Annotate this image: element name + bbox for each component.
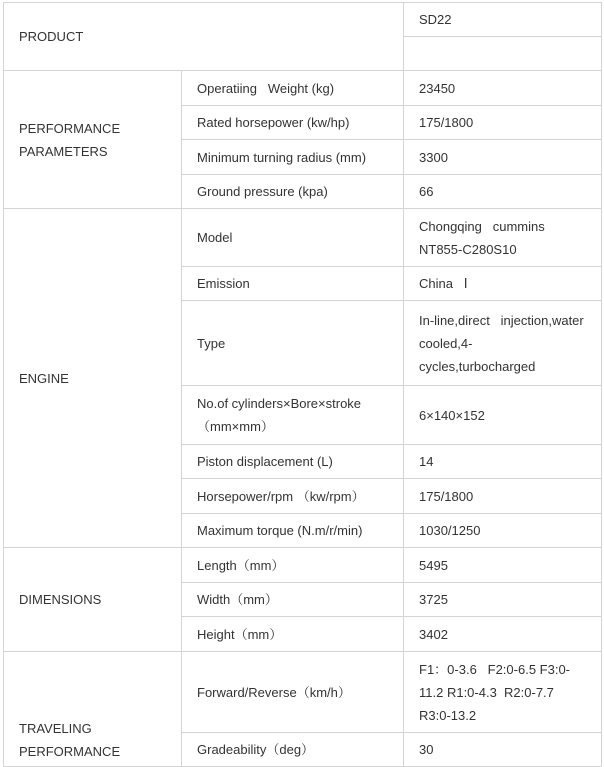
section-label-line: DIMENSIONS [19, 592, 102, 607]
param-value-line: R3:0-13.2 [419, 707, 477, 723]
table-row [4, 548, 602, 583]
param-name: Piston displacement (L) [182, 445, 404, 479]
param-value: 66 [404, 175, 602, 209]
param-value-line: NT855-C280S10 [419, 241, 517, 257]
section-label-line: TRAVELING [19, 721, 92, 736]
param-name: Horsepower/rpm （kw/rpm） [182, 479, 404, 514]
param-name: Model [182, 209, 404, 267]
param-value: 30 [404, 733, 602, 767]
section-label-line: PERFORMANCE [19, 744, 121, 759]
param-name: Length（mm） [182, 548, 404, 583]
product-model-cell [404, 3, 602, 37]
param-value: 14 [404, 445, 602, 479]
param-value: 3300 [404, 140, 602, 175]
param-name: Operatiing Weight (kg) [182, 71, 404, 106]
table-row [4, 209, 602, 267]
product-header-label [4, 3, 404, 71]
section-label-line: PERFORMANCE [19, 120, 121, 136]
param-value [404, 301, 602, 386]
section-label-line: PARAMETERS [19, 143, 108, 159]
param-name-line: No.of cylinders×Bore×stroke [197, 396, 362, 411]
specifications-table [3, 2, 602, 767]
param-name: Type [182, 301, 404, 386]
section-label-dimensions [4, 548, 182, 652]
param-value-line: cooled,4- [419, 335, 473, 351]
param-name: Emission [182, 267, 404, 301]
table-row [4, 652, 602, 733]
section-label-line: ENGINE [19, 370, 69, 386]
param-value: 3402 [404, 617, 602, 652]
param-name: Maximum torque (N.m/r/min) [182, 514, 404, 548]
param-value: 6×140×152 [404, 386, 602, 445]
param-value: China Ⅰ [404, 267, 602, 301]
param-value [404, 652, 602, 733]
param-value: 5495 [404, 548, 602, 583]
param-name: Rated horsepower (kw/hp) [182, 106, 404, 140]
param-value-line: cycles,turbocharged [419, 358, 536, 374]
section-label-performance [4, 71, 182, 209]
section-label-traveling [4, 652, 182, 767]
table-row [4, 3, 602, 37]
param-value: 23450 [404, 71, 602, 106]
param-value-line: 11.2 R1:0-4.3 R2:0-7.7 [419, 684, 554, 700]
section-label-engine [4, 209, 182, 548]
param-name: Height（mm） [182, 617, 404, 652]
param-value-line: In-line,direct injection,water [419, 312, 584, 328]
param-value: 1030/1250 [404, 514, 602, 548]
param-value: 175/1800 [404, 106, 602, 140]
param-value: 175/1800 [404, 479, 602, 514]
product-model-subcell [404, 37, 602, 71]
table-row [4, 71, 602, 106]
param-value-line: Chongqing cummins [419, 218, 545, 234]
param-name: Forward/Reverse（km/h） [182, 652, 404, 733]
param-value: 3725 [404, 583, 602, 617]
param-name: Ground pressure (kpa) [182, 175, 404, 209]
param-value-line: F1：0-3.6 F2:0-6.5 F3:0- [419, 661, 571, 677]
param-name: Minimum turning radius (mm) [182, 140, 404, 175]
param-name: Width（mm） [182, 583, 404, 617]
product-model-name: SD22 [419, 12, 452, 27]
param-name: Gradeability（deg） [182, 733, 404, 767]
product-header-text: PRODUCT [19, 29, 84, 44]
param-name [182, 386, 404, 445]
param-name-line: （mm×mm） [197, 419, 274, 434]
param-value [404, 209, 602, 267]
